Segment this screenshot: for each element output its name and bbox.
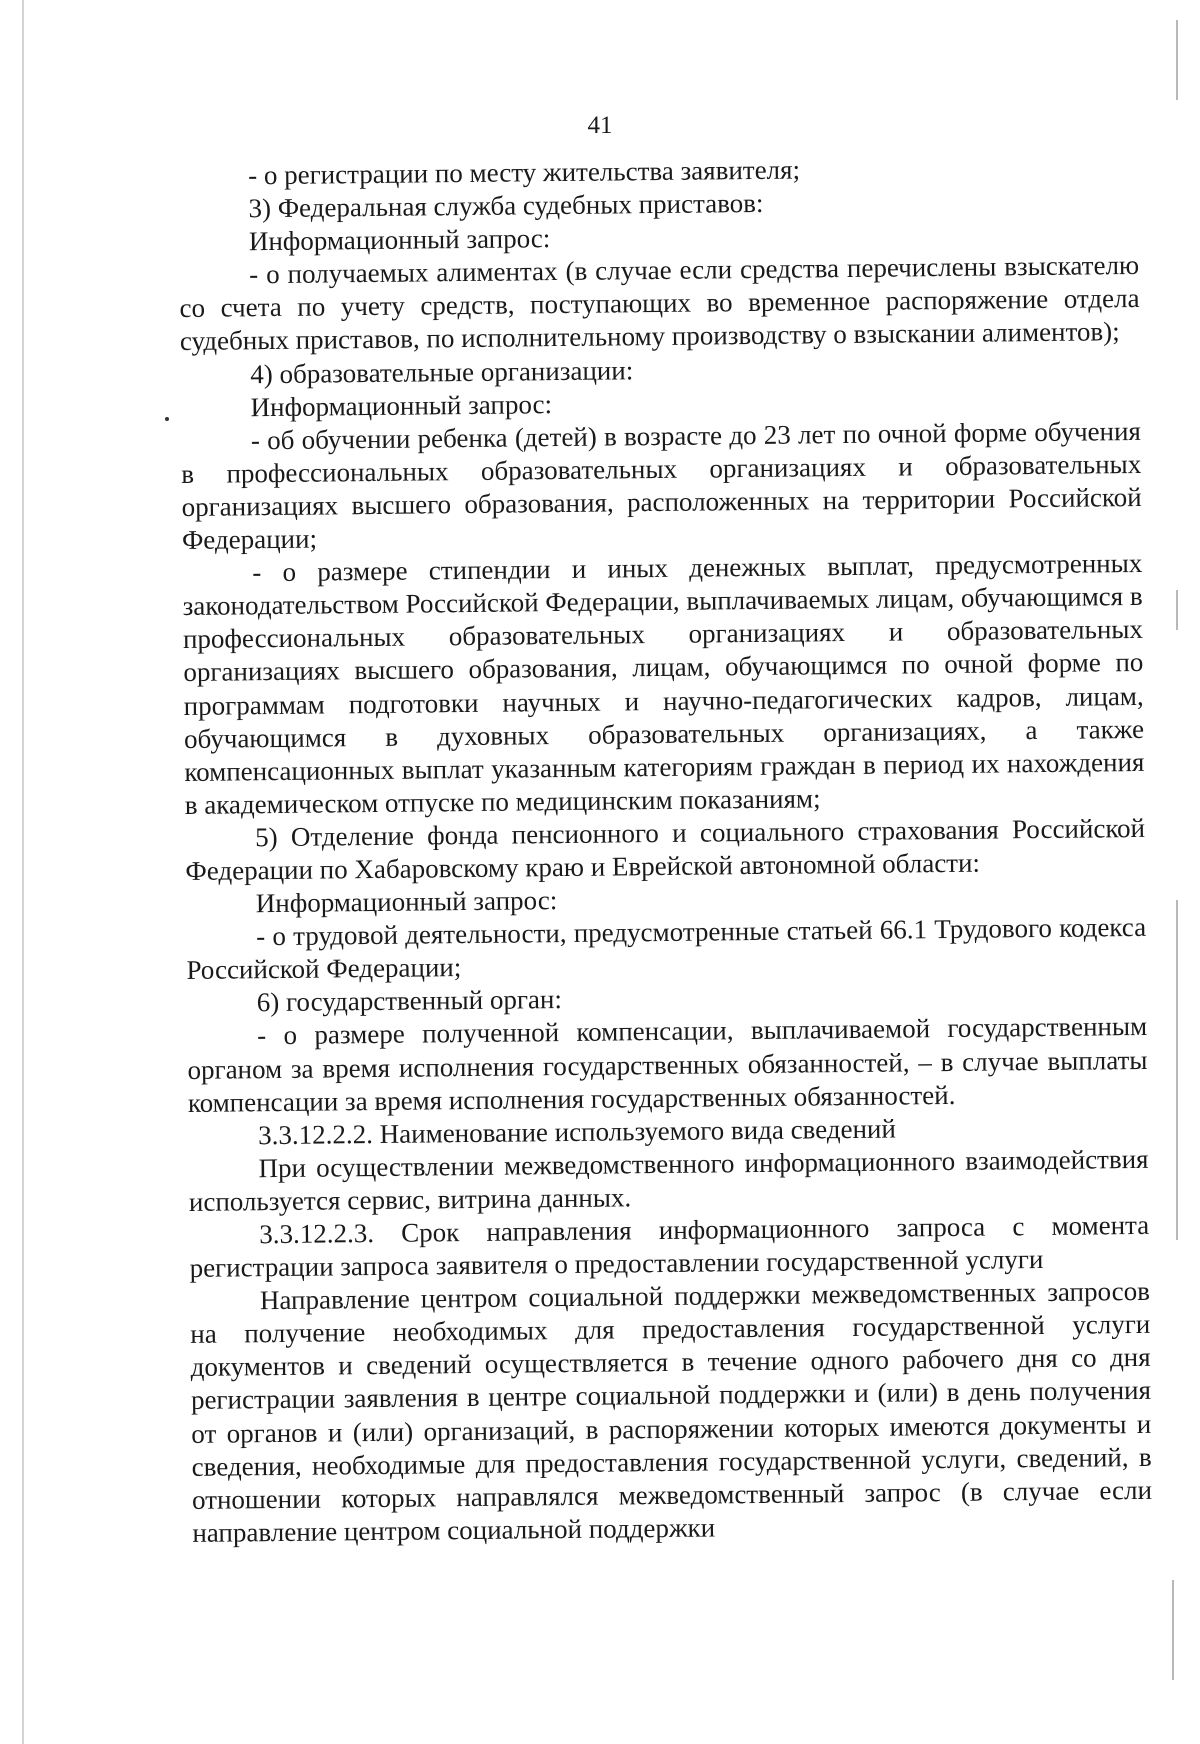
document-body (178, 150, 1153, 1550)
paragraph: Информационный запрос: (248, 223, 551, 257)
paragraph: - о размере стипендии и иных денежных выплат, предусмотренных законодательством Российской Федерации, выплачиваемых лицам, обучающимся в профессиональных образовательных организациях и образовательных организациях высшего образования, лицам, обучающимся по очной форме по программам подготовки научных и научно-педагогических кадров, лицам, обучающимся в духовных образовательных организациях, а также компенсационных выплат указанным категориям граждан в период их нахождения в академическом отпуске по медицинским показаниям; (182, 548, 1145, 820)
paragraph: При осуществлении межведомственного информационного взаимодействия используется сервис, витрина данных. (188, 1143, 1149, 1217)
paragraph: Направление центром социальной поддержки межведомственных запросов на получение необходимых для предоставления государственной услуги документов и сведений осуществляется в течение одного рабочего дня со дня регистрации заявления в центре социальной поддержки и (или) в день получения от органов и (или) организаций, в распоряжении которых имеются документы и сведения, необходимые для предоставления государственной услуги, сведений, в отношении которых направлялся межведомственный запрос (в случае если направление центром социальной поддержки (190, 1276, 1153, 1548)
paragraph: 6) государственный орган: (256, 984, 563, 1018)
paragraph: - о размере полученной компенсации, выплачиваемой государственным органом за время исполнения государственных обязанностей, – в случае выплаты компенсации за время исполнения государственных обязанностей. (187, 1011, 1148, 1118)
margin-dot (165, 417, 169, 421)
scan-edge-right (1172, 1580, 1174, 1680)
paragraph: 3.3.12.2.2. Наименование используемого вида сведений (258, 1113, 897, 1150)
paragraph: - о регистрации по месту жительства заявителя; (248, 154, 801, 191)
paragraph: 4) образовательные организации: (250, 354, 634, 389)
paragraph: 3) Федеральная служба судебных приставов: (248, 187, 764, 224)
paragraph: Информационный запрос: (255, 885, 558, 919)
paragraph: - о получаемых алиментах (в случае если средства перечислены взыскателю со счета по учету средств, поступающих во временное распоряжение отдела судебных приставов, по исполнительному производству о взыскании алиментов); (179, 250, 1140, 357)
scan-edge-right (1176, 590, 1178, 630)
paragraph: - о трудовой деятельности, предусмотренные статьей 66.1 Трудового кодекса Российской Федерации; (186, 912, 1147, 986)
scan-edge-left (22, 0, 24, 1744)
scan-edge-right (1176, 20, 1178, 100)
paragraph: Информационный запрос: (250, 388, 553, 422)
paragraph: 3.3.12.2.3. Срок направления информационного запроса с момента регистрации запроса заявителя о предоставлении государственной услуги (189, 1209, 1150, 1284)
scan-edge-right (1176, 900, 1178, 1240)
paragraph: - об обучении ребенка (детей) в возрасте до 23 лет по очной форме обучения в профессиональных образовательных организациях и образовательных организациях высшего образования, расположенных на территории Российской Федерации; (181, 415, 1142, 556)
paragraph: 5) Отделение фонда пенсионного и социального страхования Российской Федерации по Хабаровскому краю и Еврейской автономной области: (185, 812, 1146, 886)
page-number: 41 (587, 112, 613, 139)
